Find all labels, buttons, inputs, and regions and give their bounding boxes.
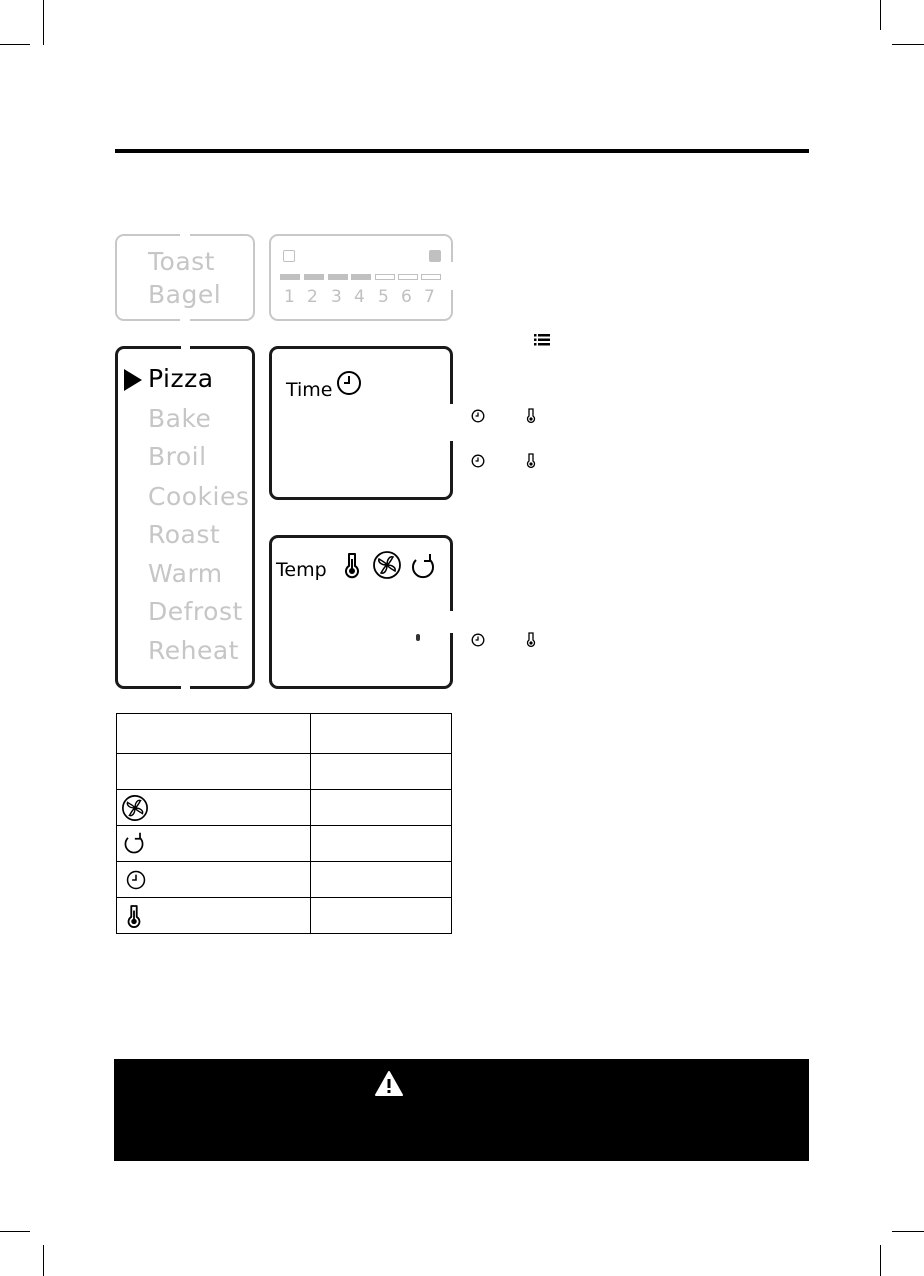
table-row — [117, 898, 452, 934]
crop-mark — [892, 44, 924, 45]
selection-arrow-icon — [124, 369, 142, 391]
menu-item-toast: Toast — [148, 247, 215, 276]
clock-icon — [126, 870, 146, 890]
table-row — [117, 790, 452, 826]
warning-bar — [114, 1059, 809, 1161]
fan-icon — [372, 550, 402, 580]
rotate-icon — [408, 552, 438, 580]
shade-number: 2 — [307, 287, 318, 307]
menu-item-cookies[interactable]: Cookies — [148, 482, 250, 511]
menu-item-broil[interactable]: Broil — [148, 442, 207, 471]
menu-list-icon — [534, 333, 550, 347]
rotate-icon — [121, 831, 147, 855]
crop-mark — [892, 1231, 924, 1232]
fan-icon — [121, 794, 149, 822]
menu-item-bagel: Bagel — [148, 280, 222, 309]
indicator-dot — [416, 634, 420, 641]
dark-shade-icon — [429, 250, 441, 262]
thermometer-icon — [525, 453, 537, 468]
light-shade-icon — [283, 250, 295, 262]
shade-number: 3 — [331, 287, 342, 307]
clock-icon — [471, 454, 485, 468]
clock-icon — [471, 409, 485, 423]
menu-item-warm[interactable]: Warm — [148, 559, 223, 588]
shade-number: 4 — [354, 287, 365, 307]
icon-legend-table — [116, 713, 452, 934]
clock-icon — [336, 370, 362, 396]
menu-item-bake[interactable]: Bake — [148, 404, 212, 433]
time-label: Time — [286, 379, 333, 401]
clock-icon — [471, 633, 485, 647]
crop-mark — [880, 1245, 881, 1276]
menu-item-pizza[interactable]: Pizza — [148, 364, 214, 393]
shade-segment — [280, 274, 300, 280]
table-row — [117, 862, 452, 898]
thermometer-icon — [124, 903, 144, 929]
crop-mark — [880, 0, 881, 30]
shade-segment — [304, 274, 324, 280]
thermometer-icon — [525, 632, 537, 647]
thermometer-icon — [525, 408, 537, 423]
crop-mark — [43, 0, 44, 45]
shade-segment — [328, 274, 348, 280]
table-row — [117, 754, 452, 790]
menu-item-defrost[interactable]: Defrost — [148, 597, 243, 626]
shade-segment — [421, 274, 441, 280]
thermometer-icon — [341, 551, 363, 579]
shade-segment — [351, 274, 371, 280]
crop-mark — [43, 1245, 44, 1276]
menu-item-roast[interactable]: Roast — [148, 520, 221, 549]
table-row — [117, 826, 452, 862]
crop-mark — [0, 1231, 30, 1232]
header-rule — [115, 149, 809, 153]
menu-item-reheat[interactable]: Reheat — [148, 636, 239, 665]
temp-label: Temp — [276, 559, 327, 581]
crop-mark — [0, 44, 30, 45]
table-row — [117, 714, 452, 754]
shade-segment — [375, 274, 395, 280]
warning-icon — [374, 1070, 404, 1098]
shade-number: 7 — [424, 287, 435, 307]
shade-number: 6 — [401, 287, 412, 307]
shade-number: 5 — [378, 287, 389, 307]
shade-segment — [398, 274, 418, 280]
shade-number: 1 — [284, 287, 295, 307]
